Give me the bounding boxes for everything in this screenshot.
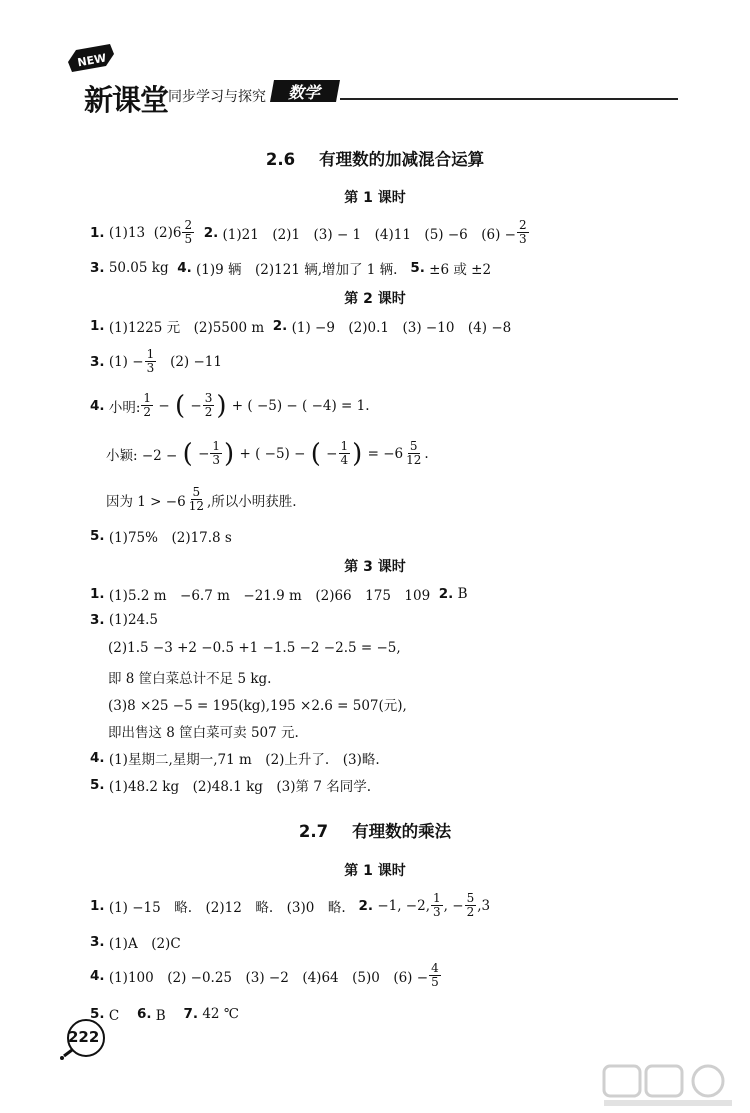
fraction: $\frac{1}{3}$ (146, 347, 155, 375)
lesson-heading-2: 第 2 课时 (344, 291, 406, 307)
answer-row: 即出售这 8 筐白菜可卖 507 元. (108, 725, 299, 741)
page-header (0, 0, 750, 120)
answer-row: 1. (1)1225 元 (2)5500 m 2. (1) −9 (2)0.1 (3) −10 (4) −8 (90, 318, 512, 336)
answer-row: 3. (1) − $\frac{1}{3}$ (2) −11 (90, 347, 222, 375)
answer-row: 1. (1)5.2 m −6.7 m −21.9 m (2)66 175 109 2. B (90, 586, 468, 604)
section-title-2-6: 2.6 有理数的加减混合运算 (265, 150, 485, 169)
answer-row: 4. (1)星期二,星期一,71 m (2)上升了. (3)略. (90, 750, 380, 768)
answer-row: 小颖: −2 − ( − $\frac{1}{3}$ ) + ( −5) − ( − $\frac{1}{4}$ ) = −6 $\frac{5}{12}$ . (106, 438, 429, 469)
answer-row: 因为 1 > −6 $\frac{5}{12}$ ,所以小明获胜. (106, 485, 297, 513)
fraction: $\frac{5}{12}$ (188, 485, 204, 513)
fraction: $\frac{1}{4}$ (340, 439, 349, 467)
fraction: $\frac{5}{2}$ (466, 891, 475, 919)
header-divider (340, 98, 678, 100)
svg-text:NEW: NEW (76, 51, 108, 70)
answer-row: 5. (1)75% (2)17.8 s (90, 528, 232, 546)
answer-row: 1. (1)13 (2)6 $\frac{2}{5}$ 2. (1)21 (2)1 (3) − 1 (4)11 (5) −6 (6) − $\frac{2}{3}$ (90, 218, 527, 246)
new-badge-icon (66, 42, 116, 74)
fraction: $\frac{1}{3}$ (212, 439, 221, 467)
answer-row: 3. (1)24.5 (90, 612, 159, 628)
answer-row: 1. (1) −15 略. (2)12 略. (3)0 略. 2. −1, −2, $\frac{1}{3}$ , − $\frac{5}{2}$ ,3 (90, 891, 491, 919)
answer-row: 3. 50.05 kg 4. (1)9 辆 (2)121 辆,增加了 1 辆. 5. ±6 或 ±2 (90, 260, 492, 278)
fraction: $\frac{4}{5}$ (431, 961, 439, 989)
answer-row: 5. (1)48.2 kg (2)48.1 kg (3)第 7 名同学. (90, 777, 372, 795)
answer-row: 4. 小明: $\frac{1}{2}$ − ( − $\frac{3}{2}$ ) + ( −5) − ( −4) = 1. (90, 390, 370, 421)
answer-row: 3. (1)A (2)C (90, 934, 181, 952)
answer-row: 5. C 6. B 7. 42 ℃ (90, 1006, 239, 1024)
answer-row: 4. (1)100 (2) −0.25 (3) −2 (4)64 (5)0 (6) − $\frac{4}{5}$ (90, 961, 439, 989)
page-number: 222 (68, 1028, 100, 1046)
section-title-2-7: 2.7 有理数的乘法 (298, 822, 452, 841)
fraction: $\frac{1}{3}$ (433, 891, 441, 919)
fraction: $\frac{5}{12}$ (406, 439, 422, 467)
fraction: $\frac{3}{2}$ (204, 391, 213, 419)
fraction: $\frac{2}{5}$ (184, 218, 193, 246)
answer-row: 即 8 筐白菜总计不足 5 kg. (108, 671, 272, 687)
answer-row: (2)1.5 −3 +2 −0.5 +1 −1.5 −2 −2.5 = −5, (108, 640, 401, 656)
answer-row: (3)8 ×25 −5 = 195(kg),195 ×2.6 = 507(元), (108, 698, 407, 714)
lesson-heading-1: 第 1 课时 (344, 190, 406, 206)
subject-label: 数学 (288, 83, 321, 102)
fraction: $\frac{2}{3}$ (518, 218, 527, 246)
lesson-heading-1: 第 1 课时 (344, 863, 406, 879)
fraction: $\frac{1}{2}$ (143, 391, 152, 419)
lesson-heading-3: 第 3 课时 (344, 559, 406, 575)
brand-subtitle: 同步学习与探究 (168, 89, 266, 105)
brand-title: 新课堂 (84, 83, 169, 117)
watermark-icon (602, 1062, 742, 1108)
